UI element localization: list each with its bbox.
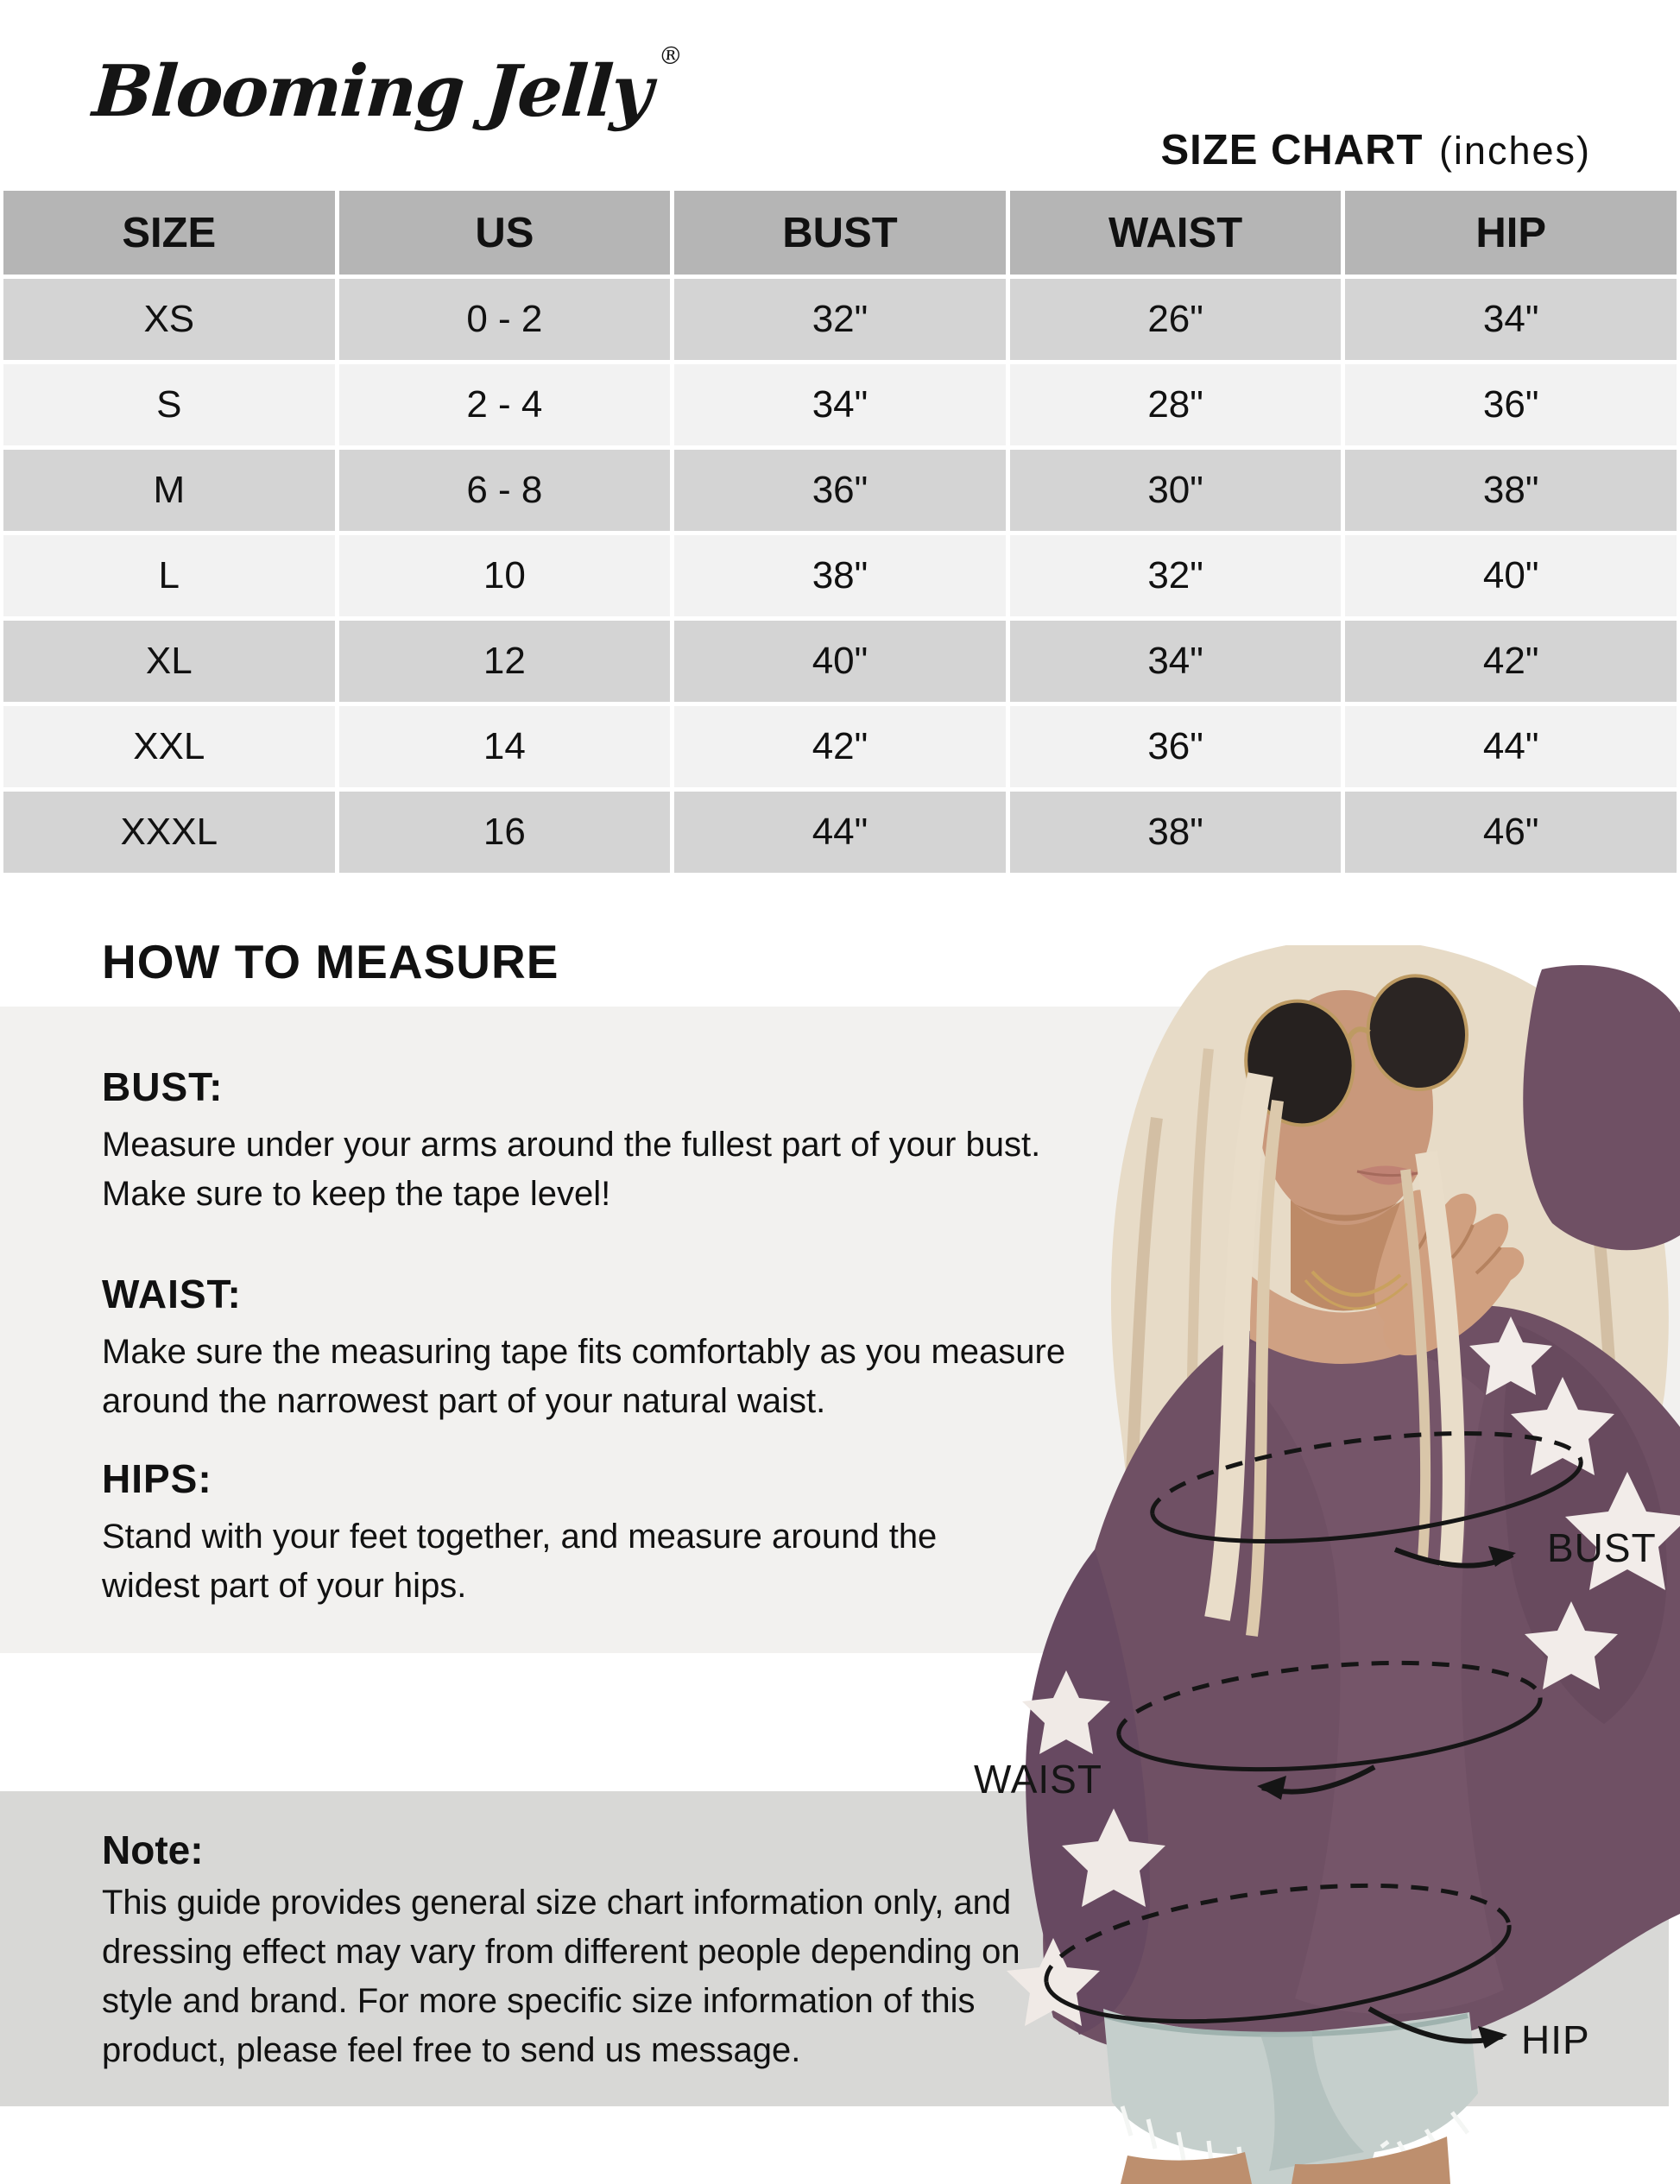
brand-logo-text: Blooming Jelly [90,50,654,133]
table-cell: 40" [1345,535,1677,616]
table-cell: 40" [674,621,1006,702]
table-cell: 34" [1345,279,1677,360]
table-cell: 46" [1345,792,1677,873]
table-cell: 38" [674,535,1006,616]
table-cell: 0 - 2 [339,279,671,360]
bust-figure-label: BUST [1547,1525,1657,1570]
table-cell: 44" [1345,706,1677,787]
table-cell: 2 - 4 [339,364,671,445]
table-cell: S [3,364,335,445]
brand-logo [90,41,684,133]
table-cell: 34" [1010,621,1342,702]
table-cell: 36" [1010,706,1342,787]
table-cell: L [3,535,335,616]
col-header-hip: HIP [1345,191,1677,275]
table-cell: 28" [1010,364,1342,445]
registered-trademark-symbol: ® [657,41,684,70]
col-header-us: US [339,191,671,275]
note-line: This guide provides general size chart information only, and [102,1884,1012,1922]
table-cell: XXL [3,706,335,787]
table-cell: 30" [1010,450,1342,531]
hips-section-line: Stand with your feet together, and measure around the [102,1518,938,1556]
table-cell: 12 [339,621,671,702]
waist-section-heading: WAIST: [102,1272,242,1316]
table-cell: 26" [1010,279,1342,360]
col-header-bust: BUST [674,191,1006,275]
leg [1121,2152,1252,2184]
waist-section-line: around the narrowest part of your natural waist. [102,1382,826,1420]
table-cell: XL [3,621,335,702]
note-heading: Note: [102,1827,204,1872]
table-cell: 44" [674,792,1006,873]
bust-section-line: Make sure to keep the tape level! [102,1175,611,1213]
table-cell: 32" [674,279,1006,360]
table-cell: M [3,450,335,531]
note-line: product, please feel free to send us message. [102,2031,801,2069]
hips-section-line: widest part of your hips. [102,1567,467,1605]
table-cell: 10 [339,535,671,616]
note-line: dressing effect may vary from different people depending on [102,1933,1020,1971]
table-cell: 42" [674,706,1006,787]
bust-section-line: Measure under your arms around the fullest part of your bust. [102,1126,1041,1164]
table-cell: 34" [674,364,1006,445]
table-cell: 38" [1345,450,1677,531]
table-cell: XXXL [3,792,335,873]
size-table [0,191,1680,873]
size-chart-title [1160,126,1591,174]
note-line: style and brand. For more specific size information of this [102,1982,976,2020]
table-cell: 14 [339,706,671,787]
table-cell: 42" [1345,621,1677,702]
table-cell: 32" [1010,535,1342,616]
col-header-waist: WAIST [1010,191,1342,275]
table-cell: 36" [674,450,1006,531]
table-cell: 16 [339,792,671,873]
col-header-size: SIZE [3,191,335,275]
table-cell: 38" [1010,792,1342,873]
table-cell: 6 - 8 [339,450,671,531]
size-chart-unit: (inches) [1438,129,1591,173]
sleeve-raised [1523,965,1680,1250]
table-cell: XS [3,279,335,360]
waist-figure-label: WAIST [974,1757,1102,1802]
size-chart-title-text: SIZE CHART [1160,127,1424,174]
how-to-measure-title: HOW TO MEASURE [102,935,559,988]
table-cell: 36" [1345,364,1677,445]
bust-section-heading: BUST: [102,1064,224,1109]
hips-section-heading: HIPS: [102,1456,212,1501]
hip-figure-label: HIP [1521,2017,1590,2062]
waist-section-line: Make sure the measuring tape fits comfortably as you measure [102,1333,1066,1371]
